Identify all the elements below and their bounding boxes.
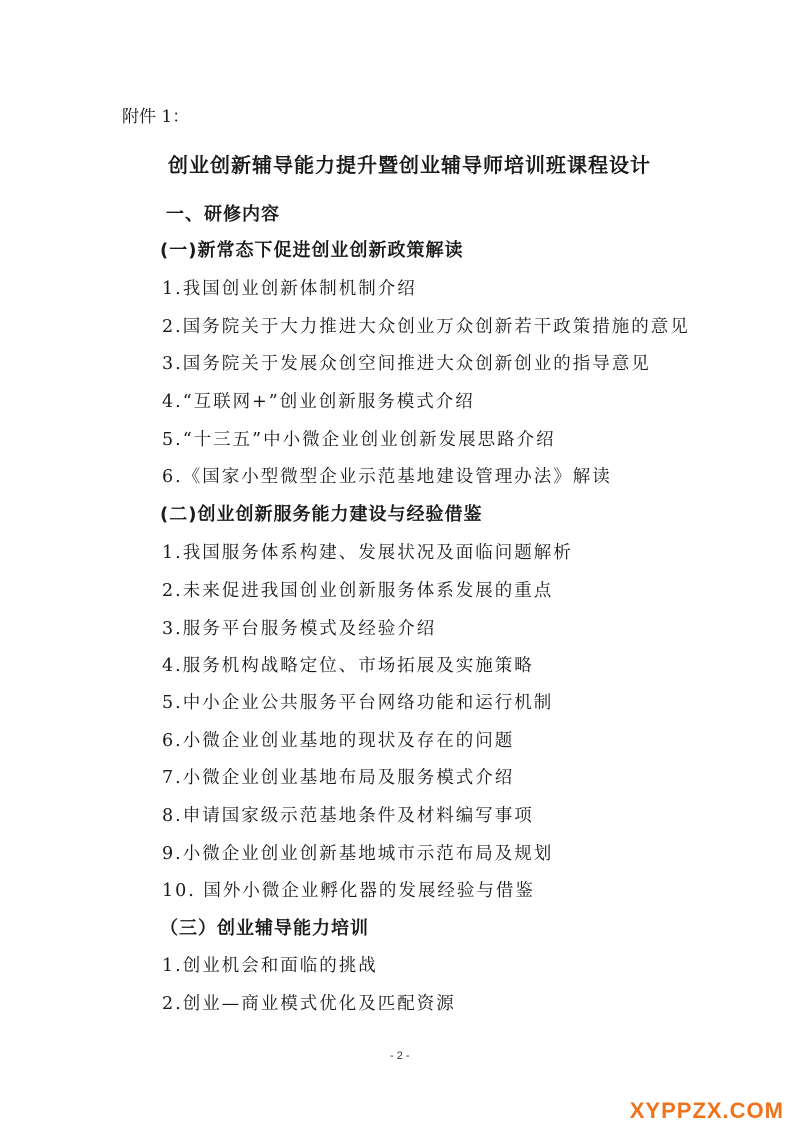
list-item: 5.中小企业公共服务平台网络功能和运行机制: [162, 693, 554, 713]
list-item: 3.国务院关于发展众创空间推进大众创新创业的指导意见: [162, 354, 651, 374]
list-item: 9.小微企业创业创新基地城市示范布局及规划: [162, 844, 554, 864]
list-item: 4.“互联网+”创业创新服务模式介绍: [162, 392, 475, 412]
section-heading-research: 一、研修内容: [166, 204, 280, 225]
list-item: 7.小微企业创业基地布局及服务模式介绍: [162, 768, 515, 788]
list-item: 2.未来促进我国创业创新服务体系发展的重点: [162, 581, 554, 601]
list-item: 1.我国创业创新体制机制介绍: [162, 279, 417, 299]
document-title: 创业创新辅导能力提升暨创业辅导师培训班课程设计: [168, 153, 651, 177]
page-number: - 2 -: [390, 1050, 410, 1062]
attachment-label: 附件 1：: [122, 107, 190, 127]
list-item: 10. 国外小微企业孵化器的发展经验与借鉴: [162, 881, 535, 901]
list-item: 3.服务平台服务模式及经验介绍: [162, 619, 437, 639]
list-item: 8.申请国家级示范基地条件及材料编写事项: [162, 806, 534, 826]
group-heading-1: (一)新常态下促进创业创新政策解读: [160, 240, 464, 261]
group-heading-2: (二)创业创新服务能力建设与经验借鉴: [160, 504, 483, 525]
list-item: 2.创业—商业模式优化及匹配资源: [162, 994, 456, 1014]
list-item: 6.小微企业创业基地的现状及存在的问题: [162, 731, 515, 751]
list-item: 5.“十三五”中小微企业创业创新发展思路介绍: [162, 430, 556, 450]
list-item: 6.《国家小型微型企业示范基地建设管理办法》解读: [162, 467, 612, 487]
list-item: 1.我国服务体系构建、发展状况及面临问题解析: [162, 543, 573, 563]
watermark: XYPPZX.COM: [629, 1098, 784, 1123]
list-item: 1.创业机会和面临的挑战: [162, 956, 378, 976]
list-item: 2.国务院关于大力推进大众创业万众创新若干政策措施的意见: [162, 317, 690, 337]
list-item: 4.服务机构战略定位、市场拓展及实施策略: [162, 656, 534, 676]
group-heading-3: （三）创业辅导能力培训: [160, 918, 369, 939]
